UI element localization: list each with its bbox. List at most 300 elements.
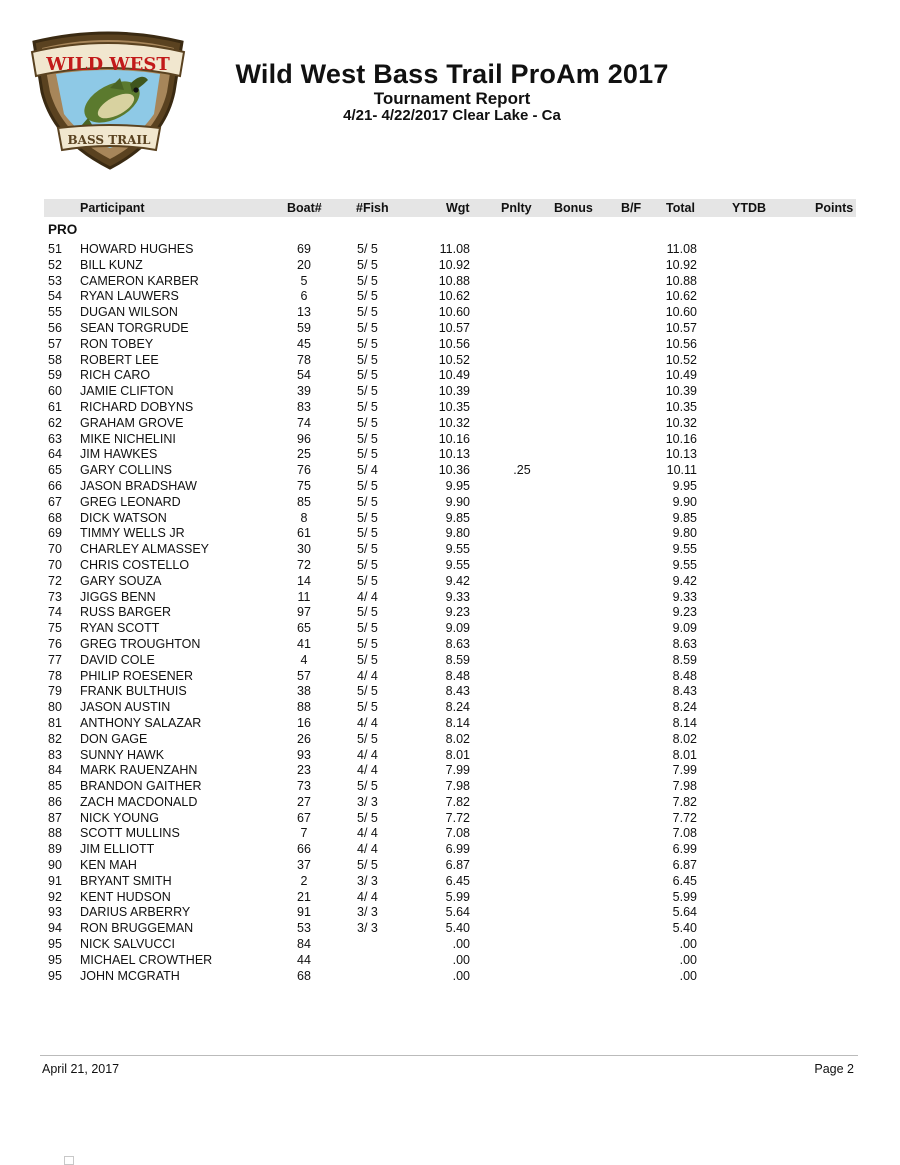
participant-name: NICK SALVUCCI [80, 937, 175, 952]
boat-number: 21 [297, 889, 311, 904]
wild-west-bass-trail-logo [24, 22, 192, 172]
table-row [0, 305, 900, 321]
total-weight: 8.48 [672, 668, 697, 683]
participant-name: RICHARD DOBYNS [80, 399, 194, 414]
boat-number: 67 [297, 810, 311, 825]
fish-count: 3/ 3 [357, 905, 378, 920]
weight: 8.14 [445, 715, 470, 730]
total-weight: 8.43 [672, 684, 697, 699]
participant-name: SCOTT MULLINS [80, 826, 180, 841]
report-title: Wild West Bass Trail ProAm 2017 [235, 59, 669, 89]
total-weight: 9.09 [672, 621, 697, 636]
fish-count: 5/ 5 [357, 636, 378, 651]
boat-number: 2 [300, 873, 308, 888]
table-row [0, 368, 900, 384]
participant-name: NICK YOUNG [80, 810, 159, 825]
total-weight: 10.13 [665, 447, 697, 462]
total-weight: 10.32 [665, 415, 697, 430]
total-weight: 7.82 [672, 794, 697, 809]
table-row [0, 337, 900, 353]
participant-name: JASON BRADSHAW [80, 478, 197, 493]
weight: 7.98 [445, 779, 470, 794]
participant-name: CHRIS COSTELLO [80, 557, 190, 572]
rank-cell: 89 [48, 842, 62, 857]
weight: 10.13 [438, 447, 470, 462]
rank-cell: 60 [48, 384, 62, 399]
weight: 8.43 [445, 684, 470, 699]
boat-number: 4 [300, 652, 308, 667]
fish-count: 5/ 5 [357, 305, 378, 320]
boat-number: 26 [297, 731, 311, 746]
fish-count: 4/ 4 [357, 842, 378, 857]
rank-cell: 82 [48, 731, 62, 746]
footer-page-number: Page 2 [814, 1062, 854, 1076]
boat-number: 41 [297, 636, 311, 651]
boat-number: 25 [297, 447, 311, 462]
fish-count: 5/ 5 [357, 384, 378, 399]
logo-top-text: WILD WEST [46, 54, 170, 75]
table-row [0, 558, 900, 574]
fish-count: 4/ 4 [357, 747, 378, 762]
total-weight: 10.88 [665, 273, 697, 288]
fish-count: 5/ 5 [357, 447, 378, 462]
rank-cell: 78 [48, 668, 62, 683]
boat-number: 5 [300, 273, 308, 288]
table-row [0, 953, 900, 969]
weight: 10.52 [438, 352, 470, 367]
rank-cell: 81 [48, 715, 62, 730]
rank-cell: 52 [48, 257, 62, 272]
footer-divider [40, 1055, 858, 1056]
rank-cell: 51 [48, 242, 62, 256]
rank-cell: 92 [48, 889, 62, 904]
fish-count: 5/ 5 [357, 510, 378, 525]
fish-count: 4/ 4 [357, 763, 378, 778]
total-weight: 10.35 [665, 399, 697, 414]
participant-name: RON TOBEY [80, 336, 154, 351]
participant-name: GARY SOUZA [80, 573, 162, 588]
boat-number: 97 [297, 605, 311, 620]
weight: 8.24 [445, 700, 470, 715]
fish-count: 5/ 5 [357, 557, 378, 572]
fish-count: 5/ 5 [357, 478, 378, 493]
table-row [0, 890, 900, 906]
table-row [0, 700, 900, 716]
rank-cell: 70 [48, 557, 62, 572]
rank-cell: 59 [48, 368, 62, 383]
table-row [0, 463, 900, 479]
weight: .00 [452, 968, 470, 983]
boat-number: 88 [297, 700, 311, 715]
rank-cell: 56 [48, 320, 62, 335]
fish-count: 5/ 5 [357, 399, 378, 414]
boat-number: 76 [297, 463, 311, 478]
rank-cell: 73 [48, 589, 62, 604]
fish-count: 5/ 5 [357, 257, 378, 272]
fish-count: 5/ 5 [357, 621, 378, 636]
boat-number: 27 [297, 794, 311, 809]
total-weight: 10.16 [665, 431, 697, 446]
table-row [0, 447, 900, 463]
participant-name: MARK RAUENZAHN [80, 763, 198, 778]
weight: 9.33 [445, 589, 470, 604]
boat-number: 84 [297, 937, 311, 952]
rank-cell: 91 [48, 873, 62, 888]
total-weight: 7.99 [672, 763, 697, 778]
fish-count: 5/ 5 [357, 368, 378, 383]
table-row [0, 621, 900, 637]
table-row [0, 842, 900, 858]
rank-cell: 83 [48, 747, 62, 762]
participant-name: ZACH MACDONALD [80, 794, 198, 809]
weight: 9.85 [445, 510, 470, 525]
total-weight: 8.02 [672, 731, 697, 746]
fish-count: 5/ 5 [357, 273, 378, 288]
boat-number: 44 [297, 952, 311, 967]
participant-name: RYAN LAUWERS [80, 289, 179, 304]
rank-cell: 64 [48, 447, 62, 462]
total-weight: 10.56 [665, 336, 697, 351]
boat-number: 37 [297, 858, 311, 873]
fish-count: 4/ 4 [357, 826, 378, 841]
boat-number: 11 [297, 589, 311, 604]
fish-count: 4/ 4 [357, 715, 378, 730]
boat-number: 74 [297, 415, 311, 430]
rank-cell: 70 [48, 542, 62, 557]
boat-number: 8 [300, 510, 308, 525]
fish-count: 5/ 5 [357, 526, 378, 541]
column-header-wgt: Wgt [446, 201, 470, 215]
participant-name: MIKE NICHELINI [80, 431, 176, 446]
rank-cell: 86 [48, 794, 62, 809]
participant-name: PHILIP ROESENER [80, 668, 194, 683]
table-row [0, 495, 900, 511]
weight: 10.39 [438, 384, 470, 399]
table-row [0, 716, 900, 732]
rank-cell: 84 [48, 763, 62, 778]
weight: 10.32 [438, 415, 470, 430]
participant-name: KEN MAH [80, 858, 137, 873]
column-header-fish: #Fish [356, 201, 389, 215]
weight: 7.82 [445, 794, 470, 809]
table-row [0, 969, 900, 985]
participant-name: JOHN MCGRATH [80, 968, 180, 983]
boat-number: 73 [297, 779, 311, 794]
participant-name: JASON AUSTIN [80, 700, 171, 715]
boat-number: 61 [297, 526, 311, 541]
rank-cell: 67 [48, 494, 62, 509]
table-row [0, 669, 900, 685]
total-weight: 9.90 [672, 494, 697, 509]
report-dates: 4/21- 4/22/2017 Clear Lake - Ca [343, 107, 561, 124]
participant-name: GREG LEONARD [80, 494, 181, 509]
table-row [0, 590, 900, 606]
table-row [0, 289, 900, 305]
rank-cell: 69 [48, 526, 62, 541]
table-row [0, 258, 900, 274]
weight: 11.08 [439, 242, 470, 256]
table-row [0, 811, 900, 827]
weight: 10.35 [438, 399, 470, 414]
rank-cell: 55 [48, 305, 62, 320]
participant-name: JIM ELLIOTT [80, 842, 155, 857]
boat-number: 85 [297, 494, 311, 509]
table-row [0, 763, 900, 779]
total-weight: 6.87 [672, 858, 697, 873]
rank-cell: 95 [48, 952, 62, 967]
fish-count: 5/ 5 [357, 731, 378, 746]
weight: 6.99 [445, 842, 470, 857]
total-weight: 9.55 [672, 542, 697, 557]
fish-count: 3/ 3 [357, 921, 378, 936]
total-weight: 9.95 [672, 478, 697, 493]
fish-count: 4/ 4 [357, 589, 378, 604]
table-row [0, 542, 900, 558]
table-row [0, 511, 900, 527]
table-row [0, 653, 900, 669]
participant-name: DON GAGE [80, 731, 148, 746]
report-subtitle: Tournament Report [373, 89, 531, 108]
weight: 10.56 [438, 336, 470, 351]
boat-number: 53 [297, 921, 311, 936]
fish-count: 5/ 5 [357, 858, 378, 873]
rank-cell: 61 [48, 399, 62, 414]
total-weight: 8.14 [672, 715, 697, 730]
total-weight: 9.33 [672, 589, 697, 604]
column-header-total: Total [666, 201, 695, 215]
fish-count: 5/ 5 [357, 494, 378, 509]
fish-count: 5/ 4 [357, 463, 378, 478]
boat-number: 83 [297, 399, 311, 414]
weight: 8.48 [445, 668, 470, 683]
fish-count: 5/ 5 [357, 289, 378, 304]
fish-count: 3/ 3 [357, 794, 378, 809]
weight: 10.57 [438, 320, 470, 335]
rank-cell: 75 [48, 621, 62, 636]
weight: 9.09 [445, 621, 470, 636]
section-label-pro: PRO [48, 222, 78, 237]
total-weight: 9.85 [672, 510, 697, 525]
rank-cell: 88 [48, 826, 62, 841]
table-row [0, 321, 900, 337]
boat-number: 54 [297, 368, 311, 383]
weight: 8.59 [445, 652, 470, 667]
boat-number: 72 [297, 557, 311, 572]
participant-name: RICH CARO [80, 368, 151, 383]
fish-count: 5/ 5 [357, 542, 378, 557]
weight: 7.08 [445, 826, 470, 841]
fish-count: 5/ 5 [357, 415, 378, 430]
participant-name: JAMIE CLIFTON [80, 384, 174, 399]
fish-count: 5/ 5 [357, 684, 378, 699]
column-header-pnlty: Pnlty [501, 201, 532, 215]
boat-number: 23 [297, 763, 311, 778]
fish-count: 4/ 4 [357, 668, 378, 683]
total-weight: 5.99 [672, 889, 697, 904]
total-weight: 10.92 [665, 257, 697, 272]
participant-name: MICHAEL CROWTHER [80, 952, 213, 967]
rank-cell: 95 [48, 937, 62, 952]
participant-name: RUSS BARGER [80, 605, 171, 620]
weight: .00 [452, 937, 470, 952]
weight: 9.23 [445, 605, 470, 620]
weight: 10.92 [438, 257, 470, 272]
participant-name: GREG TROUGHTON [80, 636, 201, 651]
weight: 9.90 [445, 494, 470, 509]
weight: .00 [452, 952, 470, 967]
table-row [0, 416, 900, 432]
participant-name: CAMERON KARBER [80, 273, 199, 288]
rank-cell: 72 [48, 573, 62, 588]
rank-cell: 58 [48, 352, 62, 367]
table-row [0, 432, 900, 448]
table-row [0, 242, 900, 258]
boat-number: 30 [297, 542, 311, 557]
boat-number: 20 [297, 257, 311, 272]
boat-number: 93 [297, 747, 311, 762]
rank-cell: 62 [48, 415, 62, 430]
weight: 10.88 [438, 273, 470, 288]
participant-name: SEAN TORGRUDE [80, 320, 189, 335]
total-weight: 6.45 [672, 873, 697, 888]
total-weight: 10.11 [666, 463, 697, 478]
total-weight: 9.80 [672, 526, 697, 541]
fish-count: 5/ 5 [357, 605, 378, 620]
total-weight: .00 [679, 968, 697, 983]
fish-count: 4/ 4 [357, 889, 378, 904]
total-weight: 9.42 [672, 573, 697, 588]
total-weight: 10.39 [665, 384, 697, 399]
total-weight: 8.59 [672, 652, 697, 667]
table-row [0, 400, 900, 416]
table-row [0, 795, 900, 811]
penalty: .25 [513, 463, 531, 478]
total-weight: 5.64 [672, 905, 697, 920]
weight: 5.64 [445, 905, 470, 920]
rank-cell: 79 [48, 684, 62, 699]
participant-name: JIGGS BENN [80, 589, 156, 604]
boat-number: 16 [297, 715, 311, 730]
fish-count: 5/ 5 [357, 242, 378, 256]
boat-number: 96 [297, 431, 311, 446]
rank-cell: 63 [48, 431, 62, 446]
rank-cell: 95 [48, 968, 62, 983]
table-row [0, 384, 900, 400]
boat-number: 39 [297, 384, 311, 399]
boat-number: 91 [297, 905, 311, 920]
table-row [0, 526, 900, 542]
boat-number: 7 [300, 826, 308, 841]
participant-name: GRAHAM GROVE [80, 415, 184, 430]
report-title-block [212, 58, 692, 124]
column-header-participant: Participant [80, 201, 145, 215]
table-row [0, 779, 900, 795]
boat-number: 57 [297, 668, 311, 683]
total-weight: 7.72 [672, 810, 697, 825]
weight: 8.02 [445, 731, 470, 746]
participant-name: KENT HUDSON [80, 889, 171, 904]
total-weight: .00 [679, 937, 697, 952]
total-weight: 11.08 [666, 242, 697, 256]
boat-number: 66 [297, 842, 311, 857]
rank-cell: 65 [48, 463, 62, 478]
participant-name: DAVID COLE [80, 652, 155, 667]
column-header-bonus: Bonus [554, 201, 593, 215]
boat-number: 65 [297, 621, 311, 636]
boat-number: 59 [297, 320, 311, 335]
fish-count: 5/ 5 [357, 700, 378, 715]
footer-date: April 21, 2017 [42, 1062, 120, 1076]
participant-name: BRYANT SMITH [80, 873, 172, 888]
boat-number: 68 [297, 968, 311, 983]
participant-name: DARIUS ARBERRY [80, 905, 191, 920]
total-weight: 5.40 [672, 921, 697, 936]
weight: 9.80 [445, 526, 470, 541]
total-weight: 7.98 [672, 779, 697, 794]
weight: 6.87 [445, 858, 470, 873]
table-row [0, 479, 900, 495]
table-row [0, 353, 900, 369]
total-weight: 10.57 [665, 320, 697, 335]
table-row [0, 826, 900, 842]
weight: 9.95 [445, 478, 470, 493]
table-row [0, 858, 900, 874]
participant-name: RON BRUGGEMAN [80, 921, 194, 936]
rank-cell: 85 [48, 779, 62, 794]
boat-number: 14 [297, 573, 311, 588]
rank-cell: 66 [48, 478, 62, 493]
table-row [0, 605, 900, 621]
rank-cell: 93 [48, 905, 62, 920]
rank-cell: 94 [48, 921, 62, 936]
boat-number: 75 [297, 478, 311, 493]
participant-name: RYAN SCOTT [80, 621, 160, 636]
total-weight: 8.01 [672, 747, 697, 762]
rank-cell: 76 [48, 636, 62, 651]
table-row [0, 921, 900, 937]
rank-cell: 90 [48, 858, 62, 873]
participant-name: BILL KUNZ [80, 257, 143, 272]
total-weight: 9.23 [672, 605, 697, 620]
weight: 10.60 [438, 305, 470, 320]
table-row [0, 748, 900, 764]
rank-cell: 80 [48, 700, 62, 715]
participant-name: ROBERT LEE [80, 352, 159, 367]
fish-count: 5/ 5 [357, 810, 378, 825]
fish-count: 5/ 5 [357, 779, 378, 794]
fish-count: 5/ 5 [357, 431, 378, 446]
fish-count: 5/ 5 [357, 352, 378, 367]
participant-name: TIMMY WELLS JR [80, 526, 185, 541]
participant-name: DUGAN WILSON [80, 305, 178, 320]
rank-cell: 57 [48, 336, 62, 351]
total-weight: 10.49 [665, 368, 697, 383]
fish-count: 5/ 5 [357, 336, 378, 351]
rank-cell: 54 [48, 289, 62, 304]
logo-graphic [24, 22, 192, 172]
boat-number: 13 [297, 305, 311, 320]
fish-count: 5/ 5 [357, 320, 378, 335]
total-weight: .00 [679, 952, 697, 967]
results-table [0, 242, 900, 984]
total-weight: 10.52 [665, 352, 697, 367]
boat-number: 45 [297, 336, 311, 351]
weight: 6.45 [445, 873, 470, 888]
table-row [0, 574, 900, 590]
total-weight: 6.99 [672, 842, 697, 857]
participant-name: HOWARD HUGHES [80, 242, 194, 256]
boat-number: 69 [297, 242, 311, 256]
